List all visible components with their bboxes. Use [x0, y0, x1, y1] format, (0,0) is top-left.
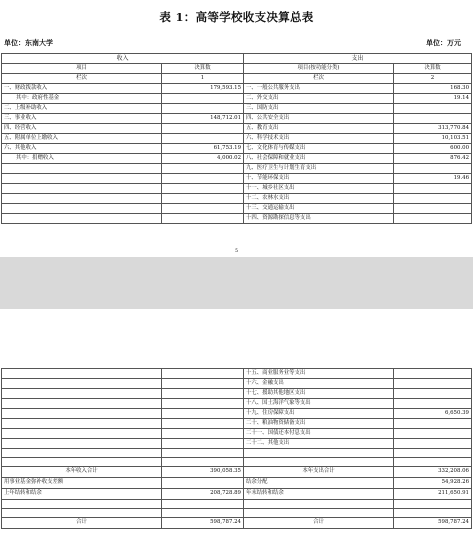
- income-value: 61,753.19: [162, 144, 244, 154]
- expense-value: 168.30: [394, 84, 472, 94]
- income-value: [162, 214, 244, 224]
- expense-col-no: 2: [394, 74, 472, 84]
- expense-value: [394, 389, 472, 399]
- expense-item: 十一、城乡社区支出: [244, 184, 394, 194]
- expense-value: [394, 429, 472, 439]
- income-item: [2, 379, 162, 389]
- prior-balance-label: 上年结转和结余: [2, 489, 162, 500]
- expense-value: [394, 419, 472, 429]
- expense-value: 19.14: [394, 94, 472, 104]
- expense-value: [394, 399, 472, 409]
- expense-item: 六、科学技术支出: [244, 134, 394, 144]
- budget-table-bottom: [1, 368, 472, 529]
- income-value: [162, 124, 244, 134]
- distribution-label: 结余分配: [244, 478, 394, 489]
- income-total-label: 本年收入合计: [2, 467, 162, 478]
- income-value: [162, 409, 244, 419]
- expense-value: [394, 164, 472, 174]
- income-value: [162, 194, 244, 204]
- col-header-exp-item: 项目(按功能分类): [244, 64, 394, 74]
- table-row: [2, 134, 472, 144]
- income-value: [162, 379, 244, 389]
- income-value: [162, 429, 244, 439]
- expense-item: 一、一般公共服务支出: [244, 84, 394, 94]
- table-row: [2, 104, 472, 114]
- expense-value: [394, 369, 472, 379]
- table-row: [2, 369, 472, 379]
- table-row: [2, 114, 472, 124]
- expense-item: 十八、国土海洋气象等支出: [244, 399, 394, 409]
- expense-item: 十六、金融支出: [244, 379, 394, 389]
- expense-item: 七、文化体育与传媒支出: [244, 144, 394, 154]
- page-title: 表 1：高等学校收支决算总表: [159, 10, 314, 24]
- income-item: [2, 389, 162, 399]
- income-value: [162, 184, 244, 194]
- income-item: [2, 439, 162, 449]
- page-number: 5: [235, 249, 238, 254]
- expense-item: 十九、住房保障支出: [244, 409, 394, 419]
- unit-right: 单位：万元: [426, 38, 461, 47]
- expense-item: 二十一、国债还本付息支出: [244, 429, 394, 439]
- grand-total-right: 598,787.24: [394, 518, 472, 529]
- income-item: 四、经营收入: [2, 124, 162, 134]
- col-header-amount: 决算数: [162, 64, 244, 74]
- table-row: [2, 429, 472, 439]
- table-row: [2, 174, 472, 184]
- expense-item: 二、外交支出: [244, 94, 394, 104]
- table-row: [2, 124, 472, 134]
- expense-value: 876.42: [394, 154, 472, 164]
- income-item: [2, 214, 162, 224]
- expense-item: 十、节能环保支出: [244, 174, 394, 184]
- table-row: [2, 94, 472, 104]
- expense-item: 十三、交通运输支出: [244, 204, 394, 214]
- table-row: [2, 419, 472, 429]
- income-value: 4,000.02: [162, 154, 244, 164]
- expense-item: 五、教育支出: [244, 124, 394, 134]
- expense-section-header: 支出: [244, 54, 472, 64]
- table-row: [2, 214, 472, 224]
- expense-value: [394, 204, 472, 214]
- income-value: [162, 204, 244, 214]
- grand-total-label-left: 合计: [2, 518, 162, 529]
- income-item: 一、财政拨款收入: [2, 84, 162, 94]
- table-row: [2, 184, 472, 194]
- expense-item: 二十、粮油物资储备支出: [244, 419, 394, 429]
- income-item: [2, 419, 162, 429]
- income-item: 三、事业收入: [2, 114, 162, 124]
- income-item: [2, 204, 162, 214]
- income-value: [162, 399, 244, 409]
- expense-item: 四、公共安全支出: [244, 114, 394, 124]
- expense-total-label: 本年支出合计: [244, 467, 394, 478]
- income-item: [2, 369, 162, 379]
- income-value: [162, 439, 244, 449]
- expense-value: [394, 184, 472, 194]
- expense-value: [394, 214, 472, 224]
- table-row: [2, 439, 472, 449]
- table-row: [2, 204, 472, 214]
- table-row: [2, 409, 472, 419]
- income-value: [162, 164, 244, 174]
- income-value: 148,712.01: [162, 114, 244, 124]
- fund-value: [162, 478, 244, 489]
- income-item: 二、上级补助收入: [2, 104, 162, 114]
- income-total-value: 390,058.35: [162, 467, 244, 478]
- unit-left: 单位：东南大学: [4, 38, 53, 47]
- income-value: [162, 389, 244, 399]
- expense-value: 19.46: [394, 174, 472, 184]
- expense-value: 313,770.84: [394, 124, 472, 134]
- income-item: [2, 184, 162, 194]
- expense-total-value: 332,208.06: [394, 467, 472, 478]
- table-row: [2, 379, 472, 389]
- distribution-value: 54,928.26: [394, 478, 472, 489]
- expense-value: 600.00: [394, 144, 472, 154]
- expense-value: [394, 379, 472, 389]
- income-item: 六、其他收入: [2, 144, 162, 154]
- grand-total-left: 598,787.24: [162, 518, 244, 529]
- table-row: [2, 164, 472, 174]
- table-row: [2, 144, 472, 154]
- page-break-gap: [0, 257, 473, 309]
- row-number-label: 栏次: [244, 74, 394, 84]
- expense-item: 十五、商业服务业等支出: [244, 369, 394, 379]
- income-section-header: 收入: [2, 54, 244, 64]
- income-value: [162, 134, 244, 144]
- table-row: [2, 194, 472, 204]
- table-row: [2, 154, 472, 164]
- col-header-exp-amount: 决算数: [394, 64, 472, 74]
- expense-item: 十四、资源勘探信息等支出: [244, 214, 394, 224]
- year-end-label: 年末结转和结余: [244, 489, 394, 500]
- table-row: [2, 389, 472, 399]
- expense-item: 十七、援助其他地区支出: [244, 389, 394, 399]
- grand-total-label-right: 合计: [244, 518, 394, 529]
- expense-value: [394, 114, 472, 124]
- income-value: [162, 94, 244, 104]
- expense-value: 6,650.39: [394, 409, 472, 419]
- expense-item: 八、社会保障和就业支出: [244, 154, 394, 164]
- page-top-margin: [0, 309, 473, 368]
- year-end-value: 211,650.91: [394, 489, 472, 500]
- income-value: 179,593.15: [162, 84, 244, 94]
- income-value: [162, 369, 244, 379]
- expense-item: 三、国防支出: [244, 104, 394, 114]
- income-item: 五、附属单位上缴收入: [2, 134, 162, 144]
- col-header-item: 项目: [2, 64, 162, 74]
- income-item: [2, 194, 162, 204]
- income-value: [162, 174, 244, 184]
- income-value: [162, 104, 244, 114]
- expense-item: 九、医疗卫生与计划生育支出: [244, 164, 394, 174]
- expense-value: [394, 439, 472, 449]
- table-row: [2, 84, 472, 94]
- income-item: 其中：捐赠收入: [2, 154, 162, 164]
- income-item: [2, 429, 162, 439]
- expense-item: 十二、农林水支出: [244, 194, 394, 204]
- income-value: [162, 419, 244, 429]
- table-row: [2, 399, 472, 409]
- income-item: [2, 399, 162, 409]
- expense-value: [394, 104, 472, 114]
- income-col-no: 1: [162, 74, 244, 84]
- expense-item: 二十二、其他支出: [244, 439, 394, 449]
- prior-balance-value: 208,728.89: [162, 489, 244, 500]
- income-item: [2, 164, 162, 174]
- expense-value: [394, 194, 472, 204]
- expense-value: 10,103.51: [394, 134, 472, 144]
- budget-table-top: [1, 53, 472, 224]
- row-number-label: 栏次: [2, 74, 162, 84]
- income-item: [2, 174, 162, 184]
- fund-label: 用事业基金弥补收支差额: [2, 478, 162, 489]
- income-item: [2, 409, 162, 419]
- income-item: 其中：政府性基金: [2, 94, 162, 104]
